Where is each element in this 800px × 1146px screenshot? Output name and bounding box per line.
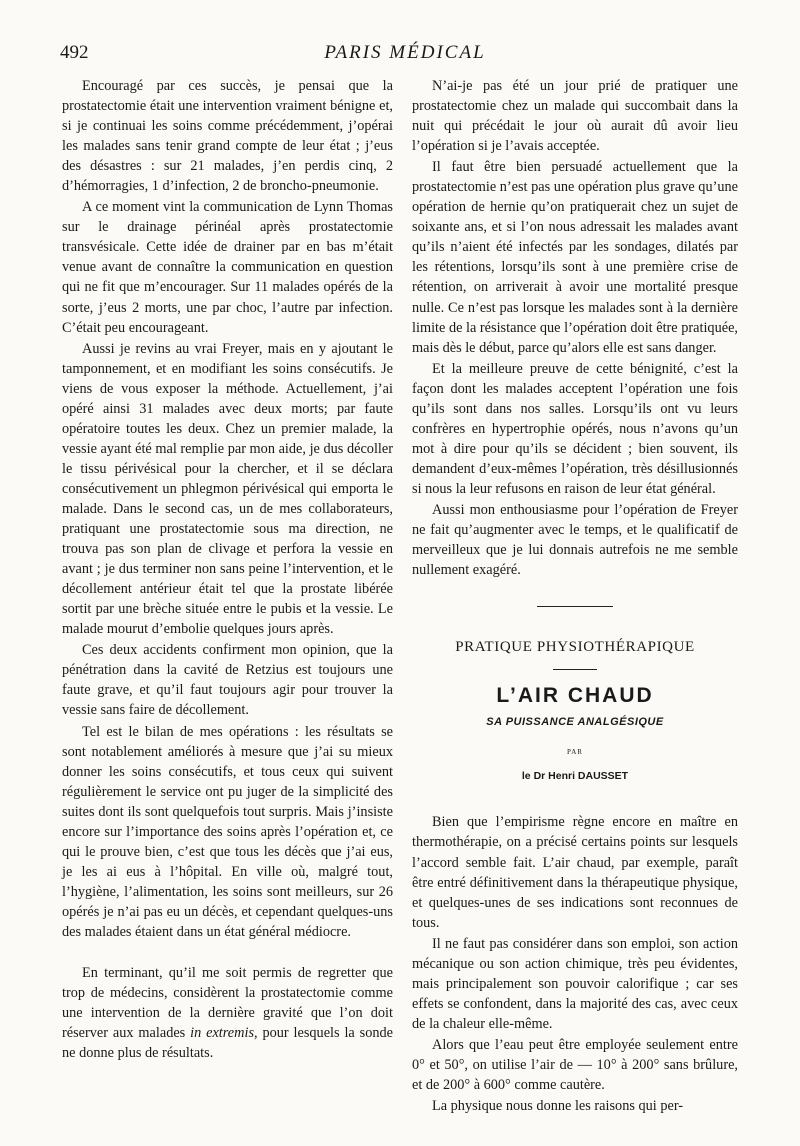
article-paragraph: Il ne faut pas considérer dans son emploi, son action mécanique ou son action chimique, très peu évidentes, mais principalement son pouvoir calorifique ; car ses effets se confondent, dans la majorité des cas, avec ceux de la chaleur elle-même. [412,935,738,1032]
paragraph: Il faut être bien persuadé actuellement que la prostatectomie n’est pas une opération plus grave qu’une opération de hernie qu’on pratiquerait chez un sujet de soixante ans, et si l’on nous adressait les malades avant qu’ils n’aient été infectés par les sondages, dilatés par les rétentions, lorsqu’ils sont à une première crise de rétention, on arriverait à avoir une mortalité presque nulle. Ce n’est pas lorsque les malades sont à la dernière limite de la résistance que l’opération doit être pratiquée, mais dès le début, parce qu’alors elle est sans danger. [412,159,738,356]
right-column [412,76,738,1116]
byline-author: le Dr Henri DAUSSET [521,770,629,783]
byline-par: PAR [567,748,583,757]
paragraph: N’ai-je pas été un jour prié de pratiquer une prostatectomie chez un malade qui succombait dans la nuit qui précédait le jour où aurait dû avoir lieu l’opération si je l’avais acceptée. [412,78,738,155]
paragraph: Encouragé par ces succès, je pensai que la prostatectomie était une intervention vraiment bénigne et, si je continuai les soins comme précédemment, j’opérai les malades sans tenir grand compte de leur état ; j’eus des désastres : sur 21 malades, j’en perdis cinq, 2 d’hémorragies, 1 d’infection, 2 de broncho-pneumonie. [62,78,393,195]
paragraph: Tel est le bilan de mes opérations : les résultats se sont notablement améliorés à mesure que j’ai su mieux donner les soins consécutifs, et tous ceux qui suivent régulièrement le service ont pu juger de la simplicité des suites dont ils sont quelquefois tout surpris. Mais j’insiste encore sur l’importance des soins après l’opération et, ce qui le prouve bien, c’est que tous les décès que j’ai eus, je les ai eus à l’hôpital. En ville où, malgré tout, l’hygiène, l’alimentation, les soins sont meilleurs, sur 26 opérés je n’ai pas eu un décès, et cependant quelques-uns des malades étaient dans un état général médiocre. [62,723,393,940]
paragraph: Aussi mon enthousiasme pour l’opération de Freyer ne fait qu’augmenter avec le temps, et le qualificatif de merveilleux que je lui donnais autrefois ne me semble nullement exagéré. [412,501,738,579]
heading-rule [553,669,597,670]
paragraph: Et la meilleure preuve de cette bénignité, c’est la façon dont les malades acceptent l’opération une fois qu’ils sont dans nos salles. Lorsqu’ils ont vu leurs confrères en hypertrophie opérés, nous n’avons qu’un mot à dire pour qu’ils se décident ; bien souvent, ils demandent d’eux-mêmes l’opération, très désillusionnés si nous la leur refusons en raison de leur état général. [412,360,738,497]
article-title: L’AIR CHAUD [496,684,654,708]
article-paragraph: La physique nous donne les raisons qui per- [432,1098,684,1115]
section-heading: PRATIQUE PHYSIOTHÉRAPIQUE [455,639,695,656]
page-header [60,42,750,72]
left-column [62,76,393,1063]
paragraph: Ces deux accidents confirment mon opinion, que la pénétration dans la cavité de Retzius est toujours une faute grave, et qu’il faut toujours agir pour trouver la vessie sans faire de décollement. [62,642,393,719]
running-title: PARIS MÉDICAL [324,42,486,63]
paragraph: A ce moment vint la communication de Lynn Thomas sur le drainage périnéal après prostatectomie transvésicale. Cette idée de drainer par en bas m’était venue avant de connaître la communication en question qui ne fit que m’encourager. Sur 11 malades opérés de la sorte, j’eus 2 morts, une par choc, l’autre par infection. C’était peu encourageant. [62,199,393,336]
paragraph: Aussi je revins au vrai Freyer, mais en y ajoutant le tamponnement, et en modifiant les soins consécutifs. Je viens de vous exposer la méthode. Actuellement, j’ai opéré ainsi 31 malades avec deux morts; par faute opératoire toutes les deux. Chez un premier malade, la vessie ayant été mal remplie par mon aide, je dus décoller le tissu périvésical pour la chercher, et il se déclara consécutivement un phlegmon périvésical qui emporta le malade. Dans le second cas, un de mes collaborateurs, pratiquant une prostatectomie sous ma direction, ne trouva pas son plan de clivage et perfora la vessie en avant ; je dus terminer non sans peine l’intervention, et le décollement antérieur était tel que la prostate libérée sortit par une brèche située entre le pubis et la vessie. Le malade mourut d’embolie quelques jours après. [62,340,393,638]
article-paragraph: Bien que l’empirisme règne encore en maître en thermothérapie, on a précisé certains points sur lesquels l’accord semble fait. L’air chaud, par exemple, paraît être entré définitivement dans la thérapeutique physique, et quelques-unes de ses indications sont reconnues de tous. [412,814,738,931]
closing-italic-phrase: in extremis [190,1025,255,1042]
article-subtitle: SA PUISSANCE ANALGÉSIQUE [486,716,664,729]
article-paragraph: Alors que l’eau peut être employée seulement entre 0° et 50°, on utilise l’air de — 10° à 200° sans brûlure, et de 200° à 600° comme cautère. [412,1036,738,1094]
page-number: 492 [60,42,89,63]
closing-text-end: , pour lesquels la sonde ne donne plus de résultats. [62,1025,393,1062]
closing-paragraph [62,963,393,1063]
section-divider [537,606,613,607]
closing-text-start: En terminant, qu’il me soit permis de regretter que trop de médecins, considèrent la prostatectomie comme une intervention de la dernière gravité que l’on doit réserver aux malades [62,965,393,1042]
